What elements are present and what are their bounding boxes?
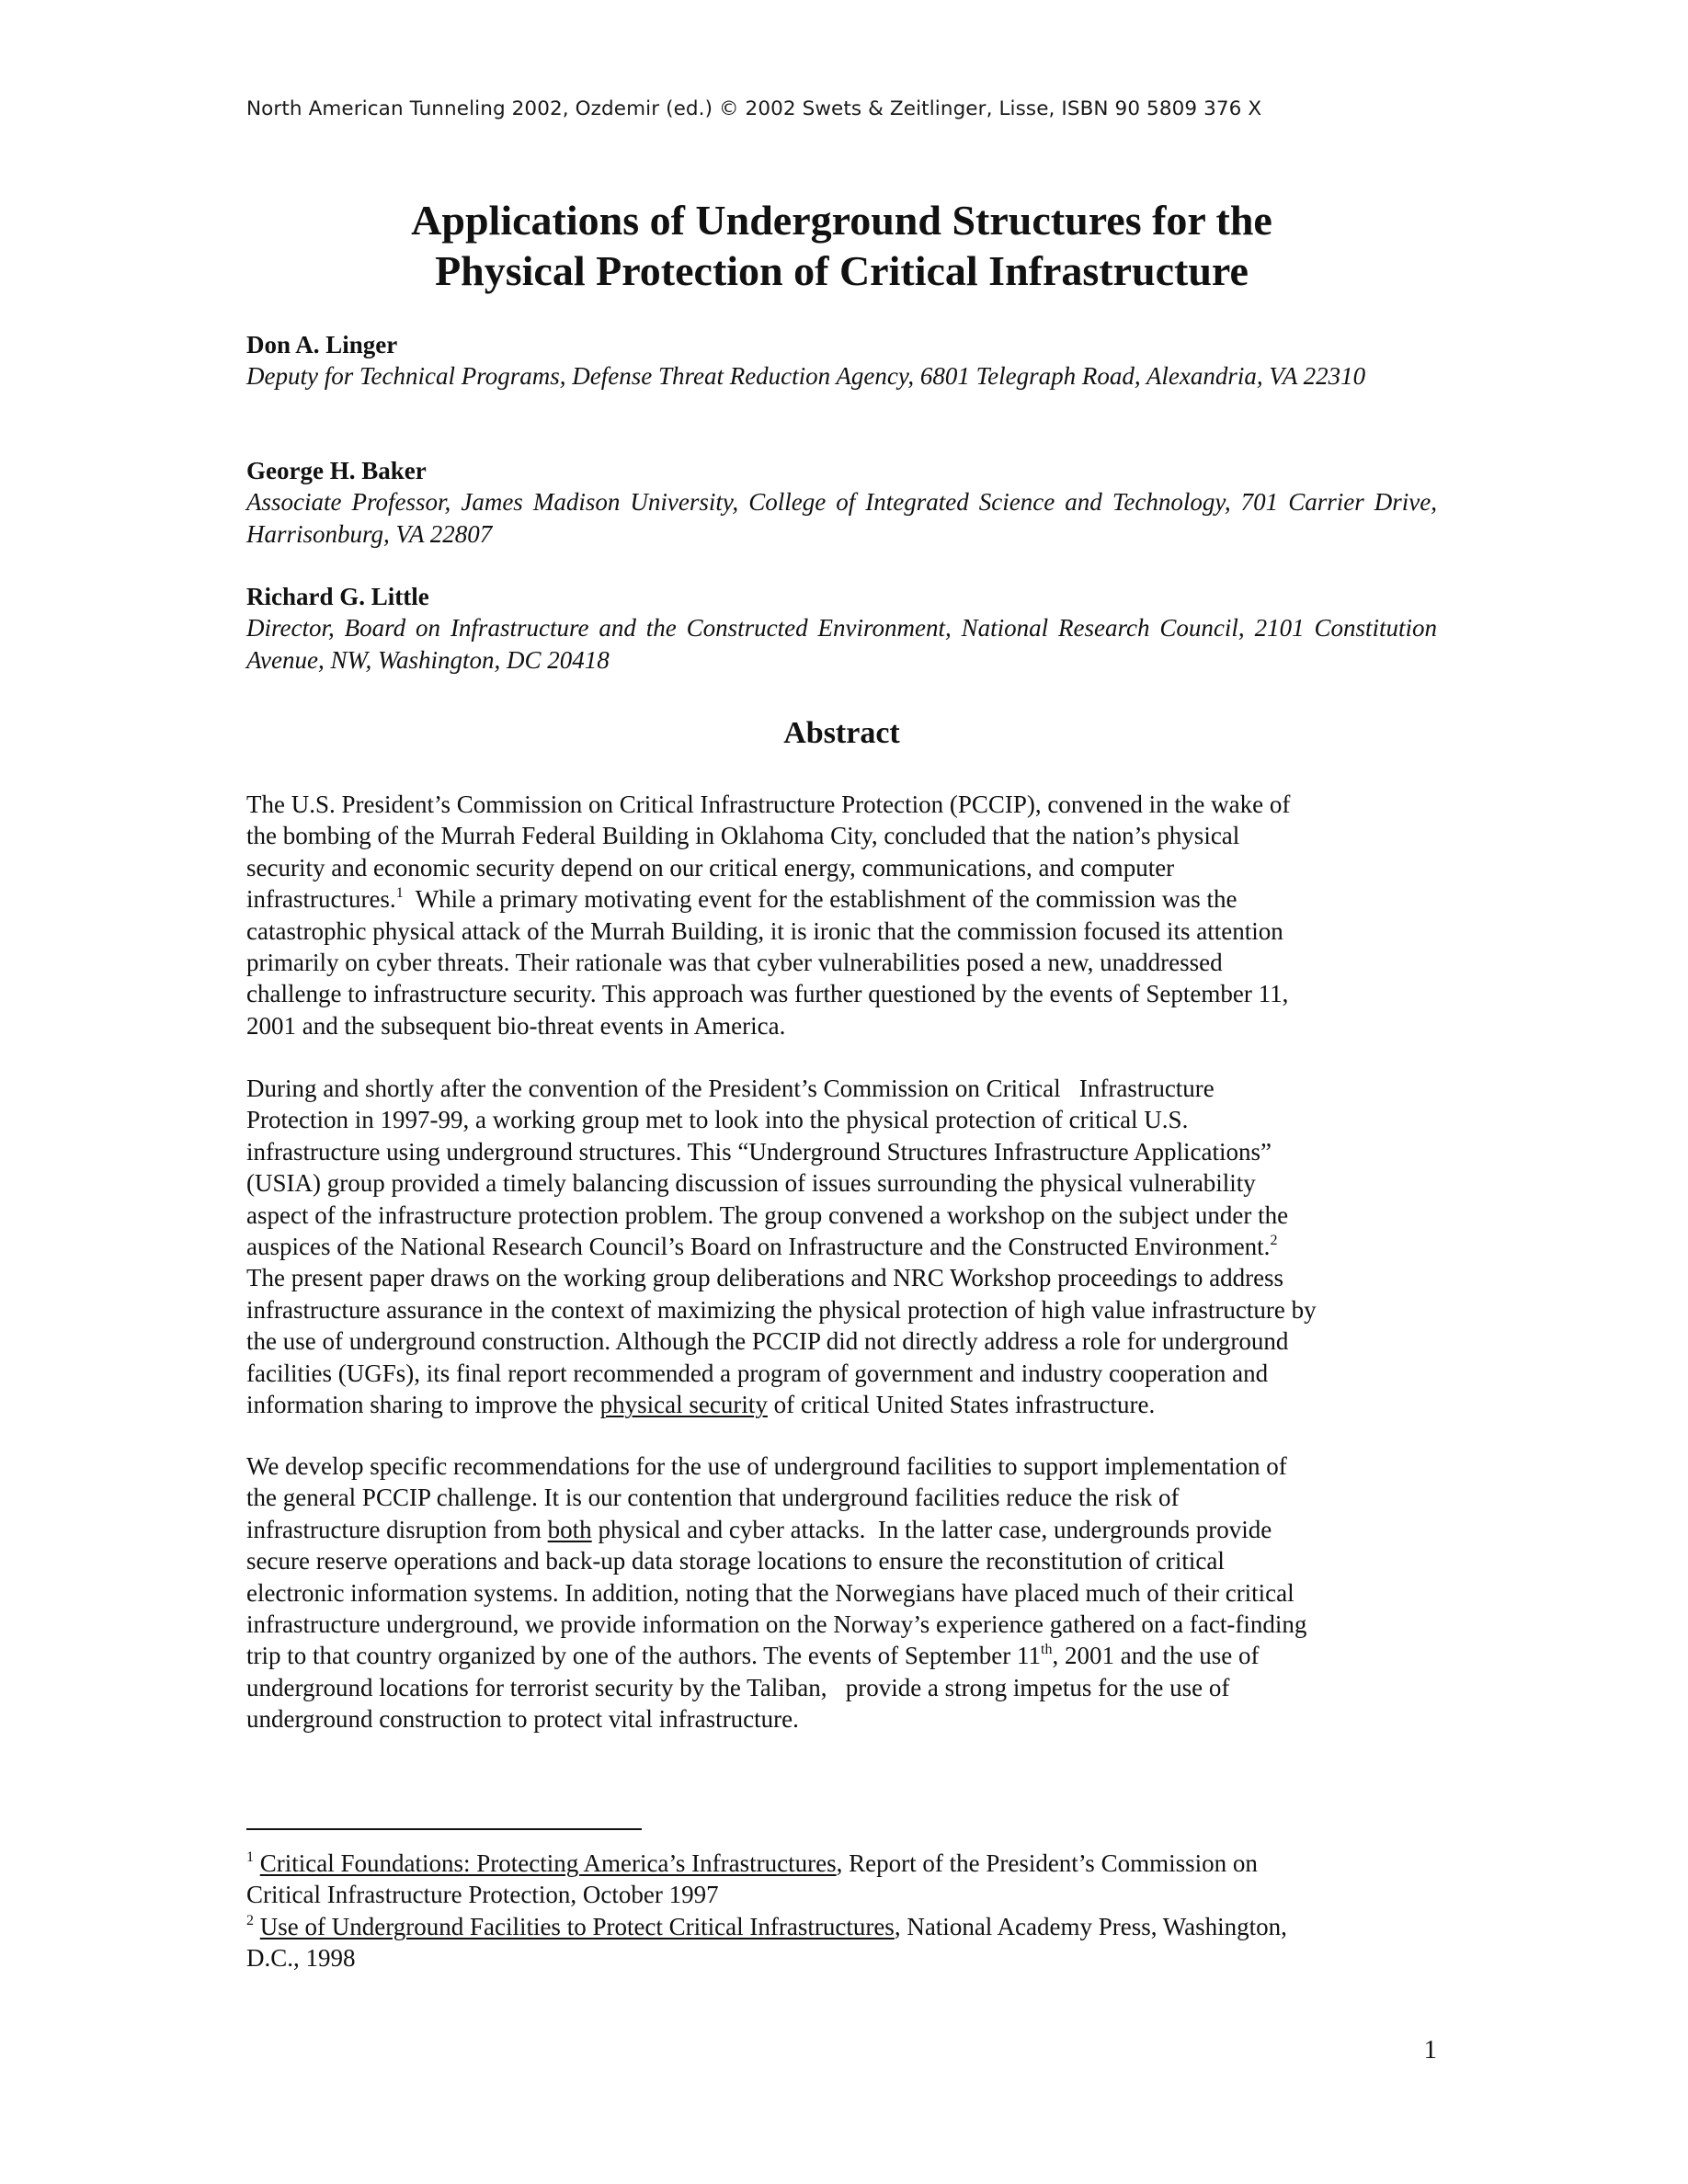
text-line: electronic information systems. In addition, noting that the Norwegians have placed much of their critical — [246, 1578, 1295, 1607]
text-line — [246, 883, 1437, 915]
text-run: , National Academy Press, Washington, — [894, 1912, 1287, 1940]
underlined-word: both — [547, 1515, 592, 1543]
text-run: infrastructure disruption from — [246, 1515, 548, 1543]
footnote-2 — [246, 1911, 1437, 1974]
text-run: information sharing to improve the — [246, 1391, 600, 1419]
footnote-mark: 1 — [246, 1849, 254, 1865]
abstract-paragraph-3 — [246, 1450, 1437, 1735]
author-block — [246, 329, 1437, 392]
text-line: infrastructure using underground structures. This “Underground Structures Infrastructure Applications” — [246, 1137, 1272, 1166]
text-run: , 2001 and the use of — [1052, 1642, 1260, 1670]
text-line: underground construction to protect vital infrastructure. — [246, 1705, 799, 1734]
page-number: 1 — [1423, 2035, 1437, 2065]
text-line: The present paper draws on the working group deliberations and NRC Workshop proceedings to address — [246, 1264, 1284, 1292]
text-line: 2001 and the subsequent bio-threat events in America. — [246, 1011, 786, 1040]
title-line-2: Physical Protection of Critical Infrastructure — [435, 247, 1249, 294]
text-line: Critical Infrastructure Protection, October 1997 — [246, 1881, 719, 1909]
text-line: the general PCCIP challenge. It is our contention that underground facilities reduce the risk of — [246, 1484, 1180, 1512]
abstract-paragraph-2 — [246, 1073, 1437, 1420]
footnote-1 — [246, 1848, 1437, 1911]
footnote-mark: 2 — [246, 1912, 254, 1928]
underlined-phrase: physical security — [599, 1391, 768, 1419]
text-run: physical and cyber attacks. In the latter case, undergrounds provide — [591, 1515, 1272, 1543]
text-line: the use of underground construction. Although the PCCIP did not directly address a role for underground — [246, 1327, 1289, 1356]
text-run: , Report of the President’s Commission on — [836, 1849, 1258, 1877]
cited-title: Critical Foundations: Protecting America’s Infrastructures — [259, 1849, 837, 1877]
text-line — [246, 1848, 1437, 1879]
author-affiliation: Director, Board on Infrastructure and the Constructed Environment, National Research Council, 2101 Constitution Avenue, NW, Washington, DC 20418 — [246, 614, 1437, 674]
footnotes — [246, 1848, 1437, 1974]
footnote-ref-2: 2 — [1270, 1233, 1278, 1249]
author-name: Richard G. Little — [246, 583, 429, 610]
text-run: auspices of the National Research Council’s Board on Infrastructure and the Constructed Environment. — [246, 1233, 1271, 1261]
text-line: facilities (UGFs), its final report recommended a program of government and industry cooperation and — [246, 1359, 1269, 1387]
abstract-heading: Abstract — [783, 716, 900, 750]
text-run: trip to that country organized by one of the authors. The events of September 11 — [246, 1642, 1042, 1670]
text-line: security and economic security depend on our critical energy, communications, and computer — [246, 853, 1175, 882]
text-line: secure reserve operations and back-up data storage locations to ensure the reconstitution of critical — [246, 1547, 1225, 1575]
text-line — [246, 1231, 1437, 1262]
text-line: infrastructure underground, we provide information on the Norway’s experience gathered on a fact-finding — [246, 1610, 1307, 1639]
text-line — [246, 1389, 1437, 1420]
text-line — [246, 1640, 1437, 1671]
abstract-paragraph-1 — [246, 789, 1437, 1041]
text-line — [246, 1514, 1437, 1545]
text-run: While a primary motivating event for the establishment of the commission was the — [403, 885, 1237, 914]
text-line: infrastructure assurance in the context of maximizing the physical protection of high value infrastructure by — [246, 1295, 1317, 1324]
author-name: George H. Baker — [246, 457, 427, 484]
text-run: of critical United States infrastructure. — [767, 1391, 1156, 1419]
running-head: North American Tunneling 2002, Ozdemir (ed.) © 2002 Swets & Zeitlinger, Lisse, ISBN 90 5809 376 X — [246, 97, 1262, 120]
text-line: Protection in 1997-99, a working group met to look into the physical protection of critical U.S. — [246, 1106, 1189, 1134]
text-line: We develop specific recommendations for the use of underground facilities to support implementation of — [246, 1452, 1287, 1480]
text-line: the bombing of the Murrah Federal Building in Oklahoma City, concluded that the nation’s physical — [246, 822, 1240, 850]
paper-page — [246, 0, 1437, 2184]
text-line: primarily on cyber threats. Their rationale was that cyber vulnerabilities posed a new, unaddressed — [246, 949, 1223, 977]
author-block — [246, 581, 1437, 676]
text-line: (USIA) group provided a timely balancing discussion of issues surrounding the physical vulnerability — [246, 1169, 1256, 1198]
paper-title — [246, 195, 1437, 296]
text-line: The U.S. President’s Commission on Critical Infrastructure Protection (PCCIP), convened in the wake of — [246, 791, 1291, 818]
text-line: During and shortly after the convention of the President’s Commission on Critical Infrastructure — [246, 1075, 1215, 1102]
footnote-separator — [246, 1828, 642, 1830]
title-line-1: Applications of Underground Structures for the — [411, 197, 1272, 244]
text-line: aspect of the infrastructure protection problem. The group convened a workshop on the subject under the — [246, 1200, 1289, 1229]
text-run: infrastructures. — [246, 885, 396, 914]
author-block — [246, 455, 1437, 550]
text-line: underground locations for terrorist security by the Taliban, provide a strong impetus for the use of — [246, 1673, 1230, 1701]
author-affiliation: Associate Professor, James Madison University, College of Integrated Science and Technology, 701 Carrier Drive, Harrisonburg, VA 22807 — [246, 488, 1437, 548]
author-affiliation: Deputy for Technical Programs, Defense Threat Reduction Agency, 6801 Telegraph Road, Alexandria, VA 22310 — [246, 362, 1366, 390]
author-name: Don A. Linger — [246, 331, 398, 358]
superscript: th — [1041, 1642, 1053, 1658]
text-line: catastrophic physical attack of the Murrah Building, it is ironic that the commission focused its attention — [246, 916, 1283, 945]
text-line — [246, 1911, 1437, 1942]
text-line: challenge to infrastructure security. This approach was further questioned by the events of September 11, — [246, 980, 1289, 1008]
text-line: D.C., 1998 — [246, 1944, 356, 1973]
cited-title: Use of Underground Facilities to Protect Critical Infrastructures — [259, 1912, 895, 1940]
footnote-ref-1: 1 — [395, 885, 404, 902]
